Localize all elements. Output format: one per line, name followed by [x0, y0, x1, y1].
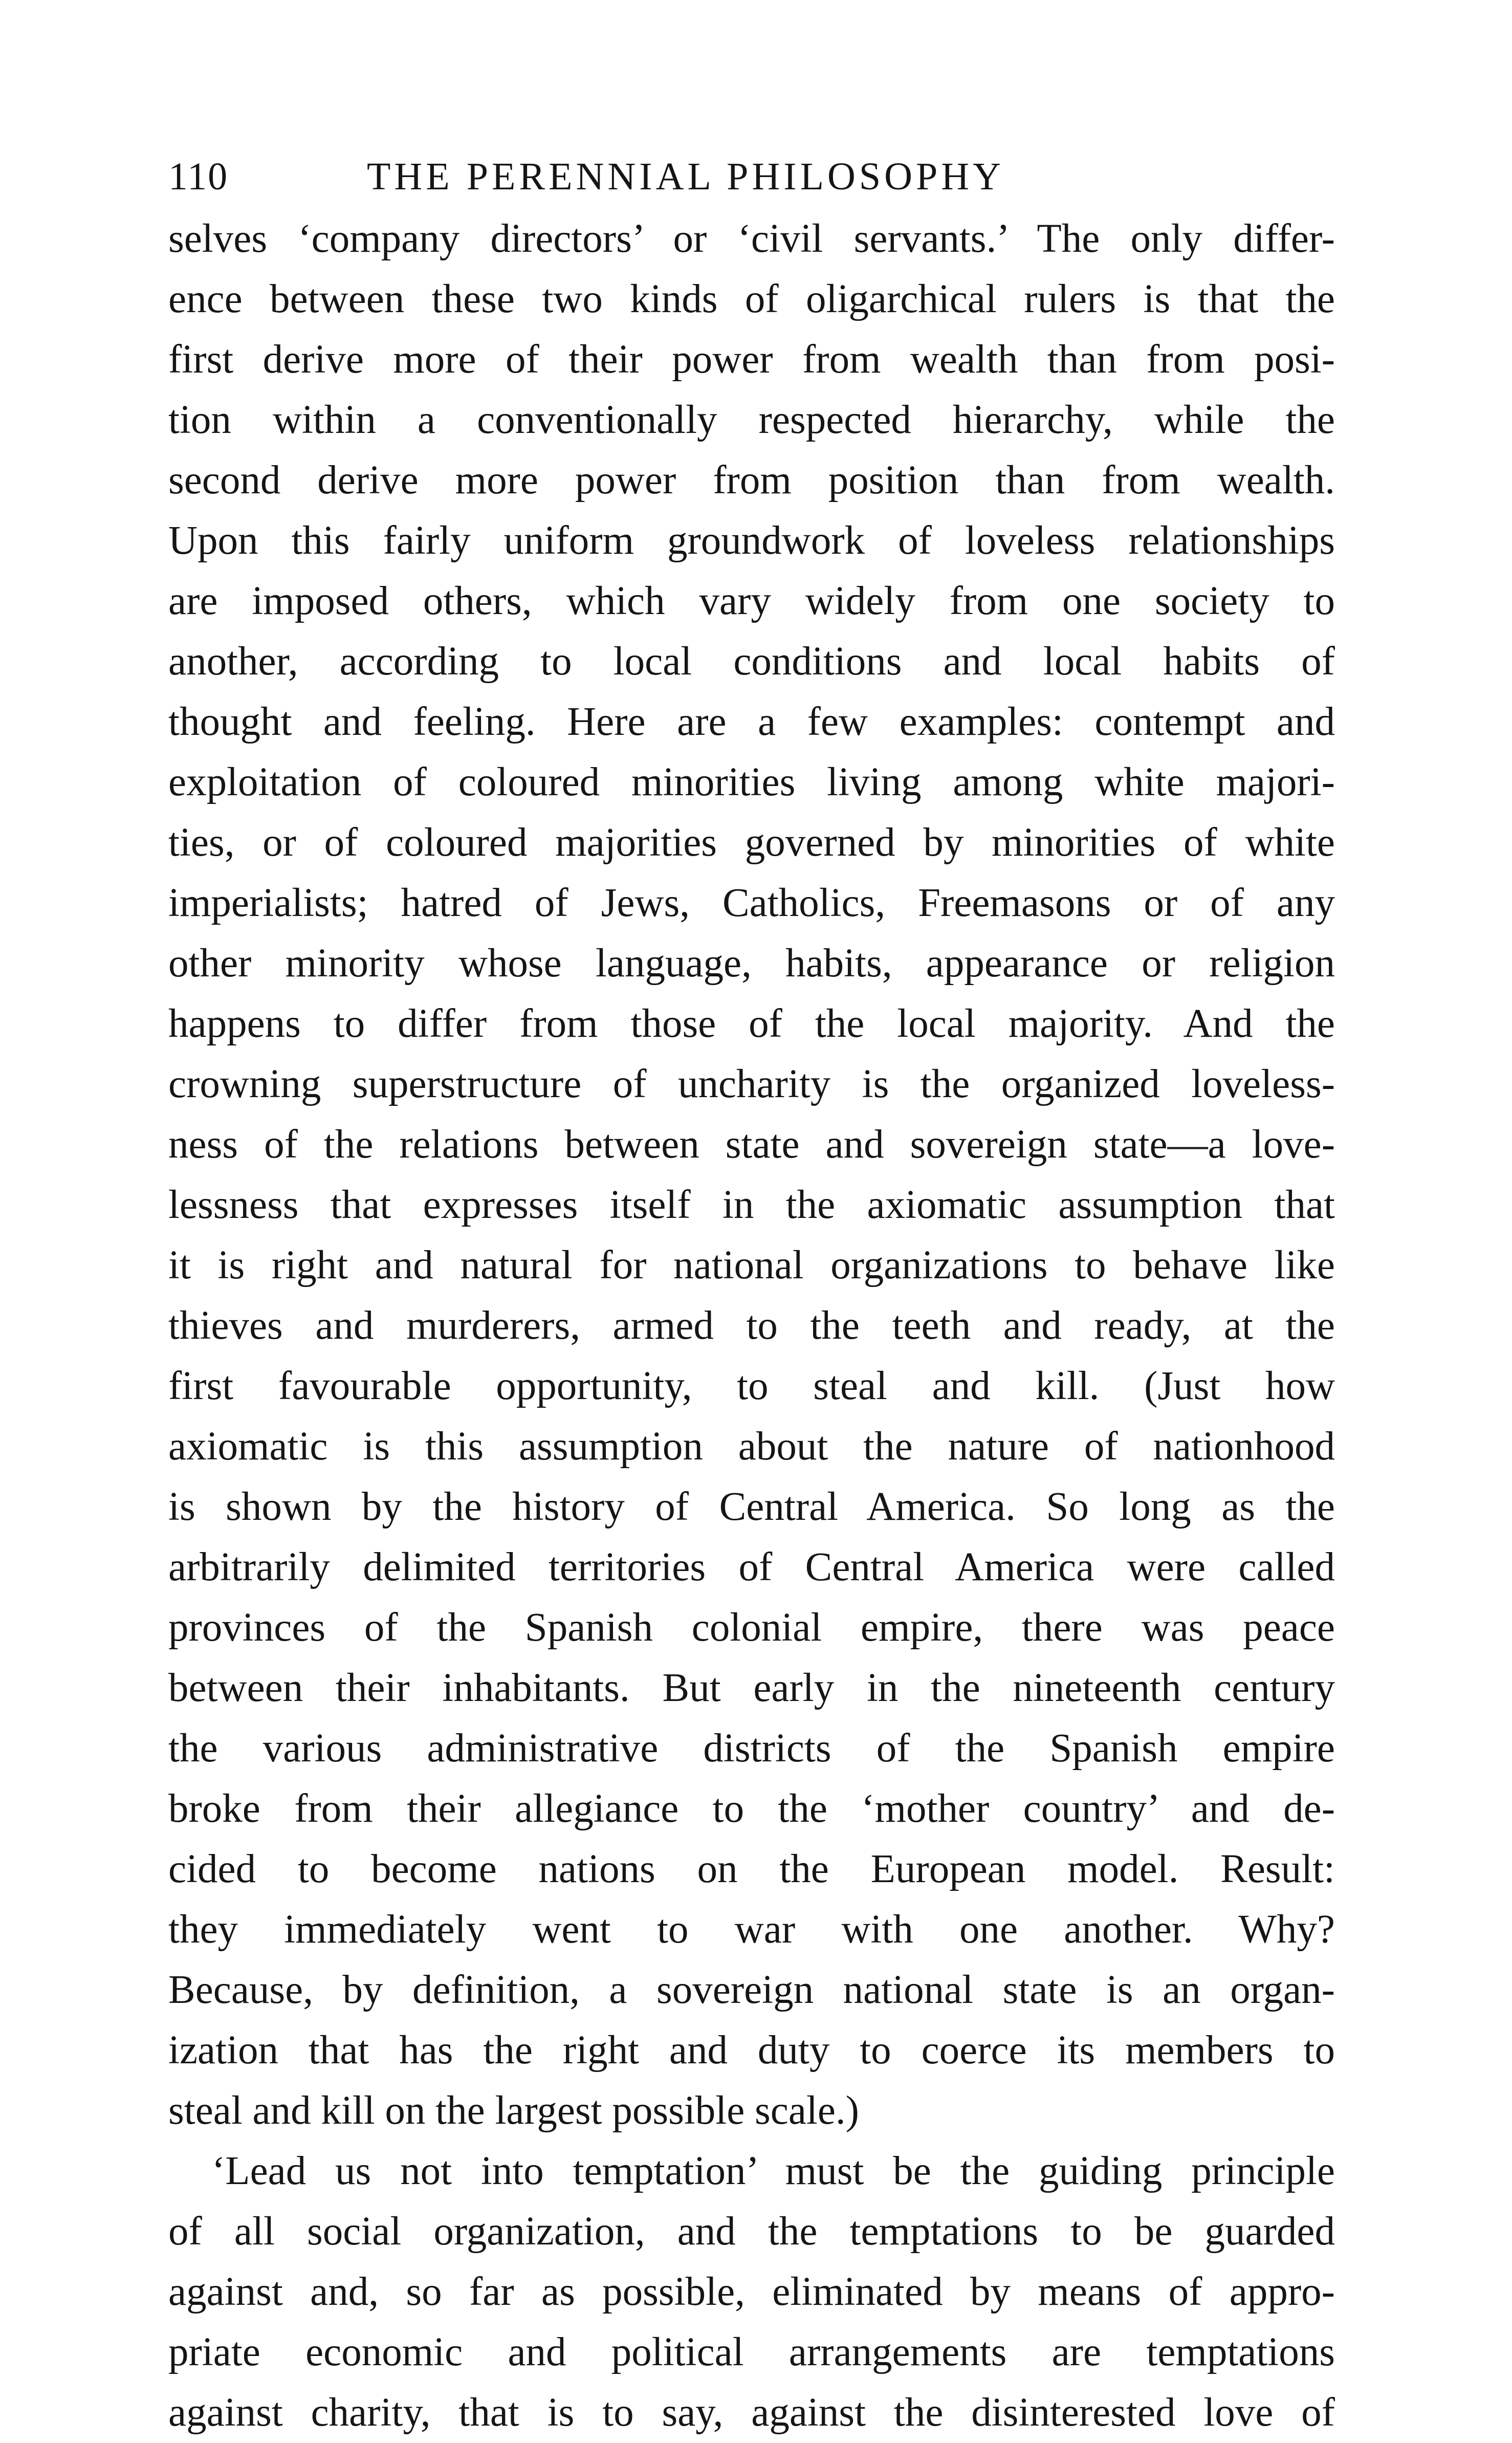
text-line: another, according to local conditions and local habits of [168, 639, 1335, 684]
text-line: the various administrative districts of the Spanish empire [168, 1726, 1335, 1771]
text-line: selves ‘company directors’ or ‘civil servants.’ The only differ- [168, 216, 1335, 261]
text-line: provinces of the Spanish colonial empire, there was peace [168, 1605, 1335, 1650]
text-line: first favourable opportunity, to steal and kill. (Just how [168, 1364, 1335, 1408]
text-line: steal and kill on the largest possible scale.) [168, 2088, 859, 2133]
text-line: against charity, that is to say, against the disinterested love of [168, 2390, 1335, 2435]
page-number: 110 [168, 155, 229, 198]
text-line: between their inhabitants. But early in the nineteenth century [168, 1666, 1335, 1710]
text-line: second derive more power from position than from wealth. [168, 458, 1335, 503]
text-line: crowning superstructure of uncharity is the organized loveless- [168, 1062, 1335, 1106]
text-line: ness of the relations between state and sovereign state—a love- [168, 1122, 1335, 1167]
text-line: lessness that expresses itself in the axiomatic assumption that [168, 1183, 1335, 1227]
text-line: thought and feeling. Here are a few examples: contempt and [168, 700, 1335, 744]
text-line: are imposed others, which vary widely from one society to [168, 579, 1335, 623]
text-line: axiomatic is this assumption about the nature of nationhood [168, 1424, 1335, 1469]
text-line: ‘Lead us not into temptation’ must be the guiding principle [212, 2149, 1335, 2193]
text-line: Because, by definition, a sovereign national state is an organ- [168, 1968, 1335, 2012]
running-head [168, 146, 1335, 207]
text-line: it is right and natural for national organizations to behave like [168, 1243, 1335, 1288]
text-line: other minority whose language, habits, appearance or religion [168, 941, 1335, 986]
text-line: cided to become nations on the European model. Result: [168, 1847, 1335, 1891]
text-line: arbitrarily delimited territories of Central America were called [168, 1545, 1335, 1589]
text-line: exploitation of coloured minorities living among white majori- [168, 760, 1335, 804]
text-line: happens to differ from those of the local majority. And the [168, 1001, 1335, 1046]
text-line: ties, or of coloured majorities governed by minorities of white [168, 820, 1335, 865]
text-line: ization that has the right and duty to coerce its members to [168, 2028, 1335, 2073]
body-text [168, 209, 1335, 2443]
text-line: they immediately went to war with one another. Why? [168, 1907, 1335, 1952]
text-line: ence between these two kinds of oligarchical rulers is that the [168, 277, 1335, 321]
text-line: priate economic and political arrangements are temptations [168, 2330, 1335, 2374]
text-line: of all social organization, and the temptations to be guarded [168, 2209, 1335, 2254]
text-line: broke from their allegiance to the ‘mother country’ and de- [168, 1786, 1335, 1831]
text-line: tion within a conventionally respected hierarchy, while the [168, 398, 1335, 442]
text-line: thieves and murderers, armed to the teeth and ready, at the [168, 1303, 1335, 1348]
text-line: Upon this fairly uniform groundwork of loveless relationships [168, 518, 1335, 563]
text-line: against and, so far as possible, eliminated by means of appro- [168, 2270, 1335, 2314]
text-line: imperialists; hatred of Jews, Catholics, Freemasons or of any [168, 881, 1335, 925]
text-line: first derive more of their power from wealth than from posi- [168, 337, 1335, 382]
running-title: THE PERENNIAL PHILOSOPHY [367, 155, 1005, 198]
text-line: is shown by the history of Central America. So long as the [168, 1485, 1335, 1529]
